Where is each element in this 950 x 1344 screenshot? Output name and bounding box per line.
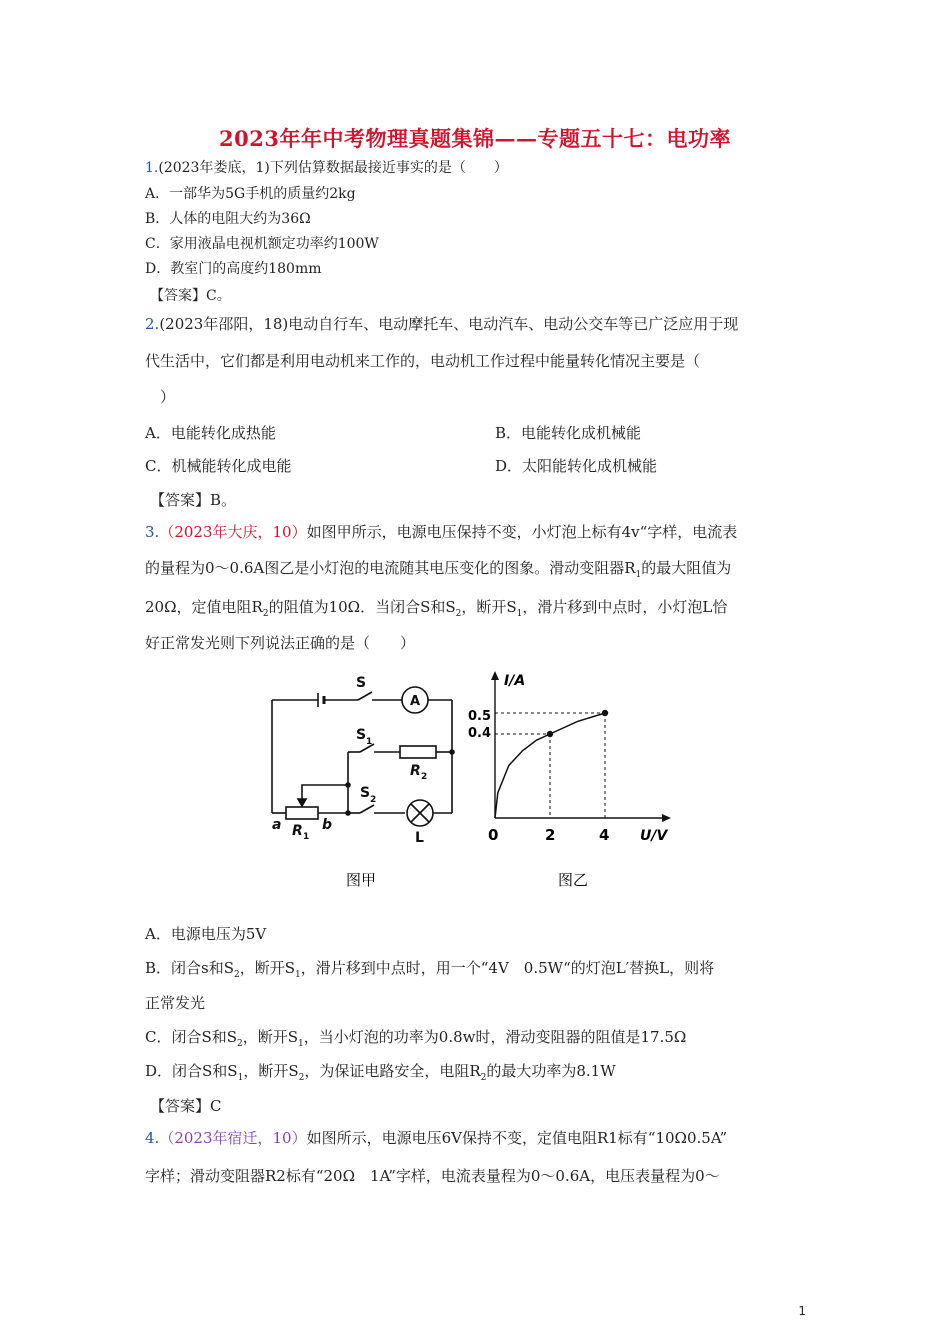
q3-source: （2023年大庆，10） [159,523,307,541]
q3-option-b-line-2: 正常发光 [145,994,206,1012]
q1-answer: 【答案】C。 [150,288,231,304]
switch-s2-blade [360,805,374,813]
label-b: b [322,817,333,833]
q1-option-c: C．家用液晶电视机额定功率约100W [145,236,379,252]
q2-option-d: D．太阳能转化成机械能 [495,457,658,475]
q3-figures [260,665,700,900]
q4-source: （2023年宿迁，10） [159,1129,307,1147]
q1-stem-line [145,158,508,178]
label-r1-sub: 1 [303,832,310,842]
sub-1: 1 [295,970,301,980]
label-s2-sub: 2 [370,795,377,805]
page-number: 1 [798,1304,806,1318]
sub-2: 2 [298,1073,305,1083]
label-lamp: L [415,830,424,846]
sub-2: 2 [455,609,462,619]
q3-option-b-line-1 [145,958,714,985]
q3-d-a: D．闭合S和S [145,1062,238,1080]
q3-stem-2b: 的最大阻值为 [641,559,732,577]
q2-answer: 【答案】B。 [150,491,237,509]
q3-stem-3c: ，断开S [461,598,517,616]
q3-b-b: ，断开S [239,959,296,977]
x-axis-label: U/V [640,828,668,844]
sub-1: 1 [298,1039,304,1049]
label-r2: R [410,763,421,779]
r2-resistor [400,746,436,758]
y-tick-0.4: 0.4 [468,726,492,741]
q3-stem-3b: 的阻值为10Ω．当闭合S和S [268,598,456,616]
label-r2-sub: 2 [421,772,428,782]
slider-arrow [298,799,306,806]
q2-option-c: C．机械能转化成电能 [145,457,292,475]
figure-jia-caption: 图甲 [346,871,377,889]
q3-answer: 【答案】C [150,1097,222,1115]
r1-rheostat [286,807,318,819]
x-axis-arrow [662,814,671,822]
q3-c-b: ，断开S [242,1028,299,1046]
q2-stem-line-3: ） [160,388,176,406]
q3-d-c: ，为保证电路安全，电阻R [304,1062,481,1080]
q3-stem-1: 如图甲所示，电源电压保持不变，小灯泡上标有4v“字样，电流表 [306,523,738,541]
q3-number: 3. [145,523,160,541]
q3-stem-3d: ，滑片移到中点时，小灯泡L恰 [522,598,728,616]
x-tick-0: 0 [488,826,499,844]
page-title: 2023年年中考物理真题集锦——专题五十七：电功率 [219,126,731,151]
sub-1: 1 [237,1073,244,1083]
q2-stem-line-1 [145,314,738,334]
label-s2: S [360,785,371,801]
data-point-1 [602,710,608,716]
q2-option-b: B．电能转化成机械能 [495,424,642,442]
switch-s-blade [358,692,372,700]
sub-2: 2 [480,1073,487,1083]
figure-yi-caption: 图乙 [558,871,589,889]
iv-graph [468,671,671,844]
sub-1: 1 [635,570,642,580]
q1-stem: (2023年娄底，1)下列估算数据最接近事实的是（ ） [158,160,508,176]
q3-d-b: ，断开S [243,1062,299,1080]
q3-d-d: 的最大功率为8.1W [486,1062,616,1080]
q1-number: 1. [145,160,159,176]
y-tick-0.5: 0.5 [468,709,492,724]
q3-stem-line-3 [145,597,727,624]
q3-c-c: ，当小灯泡的功率为0.8w时，滑动变阻器的阻值是17.5Ω [303,1028,687,1046]
x-tick-4: 4 [599,826,610,844]
q2-stem-line-2: 代生活中，它们都是利用电动机来工作的，电动机工作过程中能量转化情况主要是（ [145,352,701,370]
label-s1-sub: 1 [366,737,373,747]
q3-stem-3a: 20Ω，定值电阻R [145,598,263,616]
q3-option-d [145,1061,616,1088]
label-ammeter: A [410,694,421,709]
q1-option-d: D．教室门的高度约180mm [145,261,322,277]
q3-stem-2a: 的量程为0～0.6A图乙是小灯泡的电流随其电压变化的图象。滑动变阻器R [145,559,636,577]
q4-line-1 [145,1128,727,1148]
q3-stem-line-2 [145,558,731,585]
x-tick-2: 2 [545,826,556,844]
q4-stem-1: 如图所示，电源电压6V保持不变，定值电阻R1标有“10Ω0.5A” [306,1129,728,1147]
q2-stem-1: (2023年邵阳，18)电动自行车、电动摩托车、电动汽车、电动公交车等已广泛应用于现 [159,315,739,333]
q3-option-c [145,1027,686,1054]
q3-b-c: ，滑片移到中点时，用一个“4V 0.5W“的灯泡L′替换L，则将 [300,959,715,977]
y-axis-label: I/A [504,673,526,689]
sub-2: 2 [237,1039,243,1049]
q3-stem-line-1 [145,522,737,542]
q1-option-a: A．一部华为5G手机的质量约2kg [145,186,356,202]
q1-option-b: B．人体的电阻大约为36Ω [145,211,311,227]
q3-c-a: C．闭合S和S [145,1028,238,1046]
data-point-0 [547,731,553,737]
q3-b-a: B．闭合s和S [145,959,234,977]
q3-option-a: A．电源电压为5V [145,925,267,943]
q3-stem-line-4: 好正常发光则下列说法正确的是（ ） [145,634,416,652]
sub-2: 2 [262,609,269,619]
sub-2: 2 [234,970,240,980]
y-axis-arrow [491,671,499,680]
label-r1: R [292,823,303,839]
q4-line-2: 字样；滑动变阻器R2标有“20Ω 1A”字样，电流表量程为0～0.6A，电压表量程为0～ [145,1167,720,1185]
q2-number: 2. [145,315,160,333]
q4-number: 4. [145,1129,160,1147]
circuit-diagram [272,687,454,826]
label-s: S [356,675,367,691]
q2-option-a: A．电能转化成热能 [145,424,276,442]
label-s1: S [356,727,367,743]
label-a: a [272,817,282,833]
sub-1: 1 [516,609,523,619]
